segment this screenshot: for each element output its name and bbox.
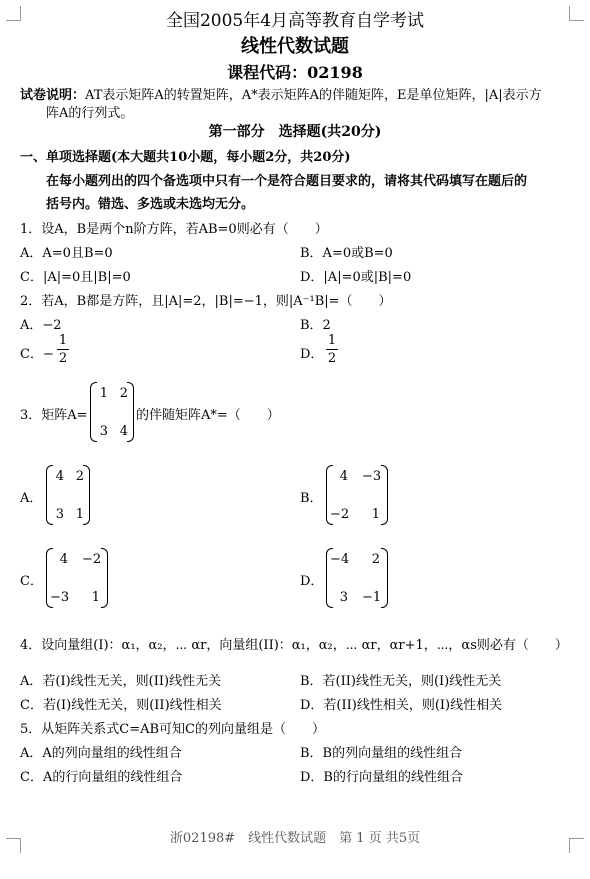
note-line1: AT表示矩阵A的转置矩阵，A*表示矩阵A的伴随矩阵，E是单位矩阵，|A|表示方 <box>85 88 542 103</box>
question-1-option-d: D．|A|=0或|B|=0 <box>300 270 412 285</box>
question-3-option-c-matrix <box>46 548 108 608</box>
right-paren <box>127 382 134 442</box>
question-1-option-c: C．|A|=0且|B|=0 <box>20 270 131 285</box>
section-title: 一、单项选择题(本大题共10小题，每小题2分，共20分) <box>20 150 351 165</box>
question-4-option-b: B．若(II)线性无关，则(I)线性无关 <box>300 674 502 689</box>
question-3-matrix <box>90 382 134 442</box>
note-line2: 阵A的行列式。 <box>46 106 134 121</box>
question-2-option-a: A．−2 <box>20 318 62 333</box>
question-2-option-d-label: D． <box>300 347 324 362</box>
question-3-stem-pre: 3．矩阵A= <box>20 408 88 423</box>
exam-header: 全国2005年4月高等教育自学考试 <box>165 11 425 31</box>
question-2-option-d-fraction <box>326 333 338 366</box>
section-instruction-2: 括号内。错选、多选或未选均无分。 <box>46 197 255 212</box>
question-1-stem: 1．设A，B是两个n阶方阵，若AB=0则必有（ ） <box>20 222 328 237</box>
part-title: 第一部分 选择题(共20分) <box>208 124 382 140</box>
matrix-cell: 3 <box>99 424 108 439</box>
right-paren <box>381 548 388 608</box>
exam-note <box>20 84 542 103</box>
fraction-numerator: 1 <box>58 333 68 348</box>
matrix-cell: 4 <box>339 469 348 484</box>
question-4-stem: 4．设向量组(I)：α₁，α₂，⋯ αr，向量组(II)：α₁，α₂，⋯ αr，αr+1，⋯，αs则必有（ ） <box>20 638 568 653</box>
matrix-cell: −2 <box>82 552 102 567</box>
page-title: 线性代数试题 <box>241 36 349 57</box>
matrix-cell: 2 <box>75 469 84 484</box>
page-footer: 浙02198# 线性代数试题 第 1 页 共5页 <box>169 831 421 846</box>
question-1-option-b: B．A=0或B=0 <box>300 246 393 261</box>
matrix-cell: −3 <box>50 590 70 605</box>
matrix-cell: −4 <box>330 552 350 567</box>
matrix-cell: 1 <box>99 386 108 401</box>
question-4-option-d: D．若(II)线性相关，则(I)线性相关 <box>300 698 503 713</box>
matrix-cell: −1 <box>362 590 382 605</box>
question-5-option-b: B．B的列向量组的线性组合 <box>300 746 463 761</box>
question-1-option-a: A．A=0且B=0 <box>20 246 113 261</box>
matrix-cell: 1 <box>75 507 84 522</box>
matrix-cell: −3 <box>362 469 382 484</box>
question-3-option-c-label: C． <box>20 574 43 589</box>
matrix-cell: 1 <box>371 507 380 522</box>
section-instruction-1: 在每小题列出的四个备选项中只有一个是符合题目要求的，请将其代码填写在题后的 <box>46 174 528 189</box>
fraction-bar <box>57 349 69 350</box>
fraction-numerator: 1 <box>327 333 337 348</box>
question-5-option-c: C．A的行向量组的线性组合 <box>20 770 183 785</box>
fraction-bar <box>326 349 338 350</box>
question-3-option-b-matrix <box>326 465 388 525</box>
question-3-option-b-label: B． <box>300 491 323 506</box>
question-3-option-a-matrix <box>46 465 90 525</box>
matrix-cell: 1 <box>91 590 100 605</box>
question-3-stem-post: 的伴随矩阵A*=（ ） <box>136 408 280 423</box>
question-4-option-a: A．若(I)线性无关，则(II)线性无关 <box>20 674 222 689</box>
matrix-cell: 3 <box>339 590 348 605</box>
matrix-cell: 2 <box>119 386 128 401</box>
question-5-option-a: A．A的列向量组的线性组合 <box>20 746 182 761</box>
matrix-cell: 3 <box>55 507 64 522</box>
question-2-option-b: B．2 <box>300 318 331 333</box>
matrix-cell: 4 <box>55 469 64 484</box>
right-paren <box>101 548 108 608</box>
fraction-denominator: 2 <box>58 351 68 366</box>
question-2-option-c-label: C．− <box>20 347 54 362</box>
question-4-option-c: C．若(I)线性无关，则(II)线性相关 <box>20 698 222 713</box>
matrix-cell: 4 <box>59 552 68 567</box>
matrix-cell: 4 <box>119 424 128 439</box>
fraction-denominator: 2 <box>327 351 337 366</box>
question-3-option-d-matrix <box>326 548 388 608</box>
question-2-option-c-fraction <box>57 333 69 366</box>
matrix-cell: −2 <box>330 507 350 522</box>
question-3-option-a-label: A． <box>20 491 43 506</box>
question-5-option-d: D．B的行向量组的线性组合 <box>300 770 463 785</box>
question-3-option-d-label: D． <box>300 574 324 589</box>
course-code: 课程代码：02198 <box>227 63 363 82</box>
note-label: 试卷说明： <box>20 88 86 103</box>
matrix-cell: 2 <box>371 552 380 567</box>
question-5-stem: 5．从矩阵关系式C=AB可知C的列向量组是（ ） <box>20 722 325 737</box>
right-paren <box>381 465 388 525</box>
right-paren <box>83 465 90 525</box>
question-2-stem: 2．若A，B都是方阵，且|A|=2，|B|=−1，则|A⁻¹B|=（ ） <box>20 294 392 309</box>
